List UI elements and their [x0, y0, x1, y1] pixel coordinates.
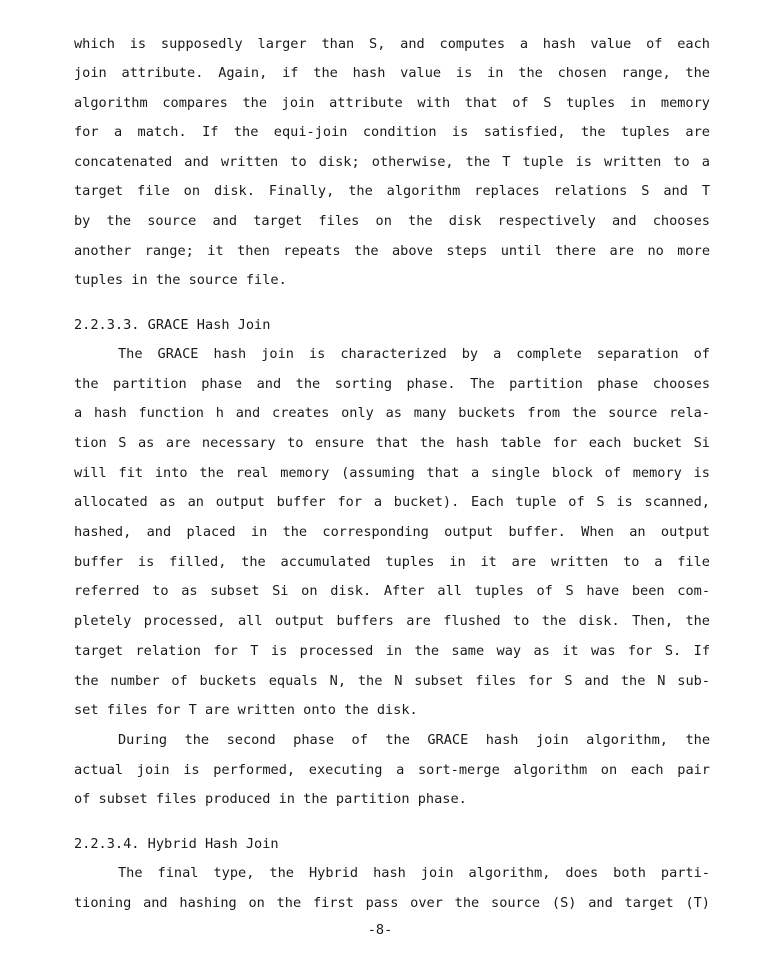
text-line: which is supposedly larger than S, and computes a hash value of each: [74, 36, 710, 52]
text-line: for a match. If the equi-join condition is satisfied, the tuples are: [74, 124, 710, 140]
text-line: concatenated and written to disk; otherwise, the T tuple is written to a: [74, 154, 710, 170]
text-line: During the second phase of the GRACE hash join algorithm, the: [118, 732, 710, 748]
section-heading-hybrid: 2.2.3.4. Hybrid Hash Join: [74, 836, 279, 852]
page-number: -8-: [367, 922, 393, 938]
text-line: another range; it then repeats the above steps until there are no more: [74, 243, 710, 259]
text-line: set files for T are written onto the disk.: [74, 702, 418, 718]
text-line: pletely processed, all output buffers are flushed to the disk. Then, the: [74, 613, 710, 629]
text-line: by the source and target files on the disk respectively and chooses: [74, 213, 710, 229]
text-line: target relation for T is processed in the same way as it was for S. If: [74, 643, 710, 659]
text-line: the partition phase and the sorting phase. The partition phase chooses: [74, 376, 710, 392]
text-line: tuples in the source file.: [74, 272, 287, 288]
text-line: The GRACE hash join is characterized by a complete separation of: [118, 346, 710, 362]
text-line: will fit into the real memory (assuming that a single block of memory is: [74, 465, 710, 481]
text-line: tioning and hashing on the first pass over the source (S) and target (T): [74, 895, 710, 911]
text-line: actual join is performed, executing a sort-merge algorithm on each pair: [74, 762, 710, 778]
text-line: referred to as subset Si on disk. After all tuples of S have been com-: [74, 583, 710, 599]
text-line: hashed, and placed in the corresponding output buffer. When an output: [74, 524, 710, 540]
text-line: algorithm compares the join attribute with that of S tuples in memory: [74, 95, 710, 111]
text-line: a hash function h and creates only as many buckets from the source rela-: [74, 405, 710, 421]
text-line: allocated as an output buffer for a bucket). Each tuple of S is scanned,: [74, 494, 710, 510]
section-heading-grace: 2.2.3.3. GRACE Hash Join: [74, 317, 271, 333]
text-line: The final type, the Hybrid hash join algorithm, does both parti-: [118, 865, 710, 881]
text-line: the number of buckets equals N, the N subset files for S and the N sub-: [74, 673, 710, 689]
text-line: of subset files produced in the partition phase.: [74, 791, 467, 807]
text-line: target file on disk. Finally, the algorithm replaces relations S and T: [74, 183, 710, 199]
text-line: join attribute. Again, if the hash value is in the chosen range, the: [74, 65, 710, 81]
text-line: buffer is filled, the accumulated tuples in it are written to a file: [74, 554, 710, 570]
text-line: tion S as are necessary to ensure that the hash table for each bucket Si: [74, 435, 710, 451]
